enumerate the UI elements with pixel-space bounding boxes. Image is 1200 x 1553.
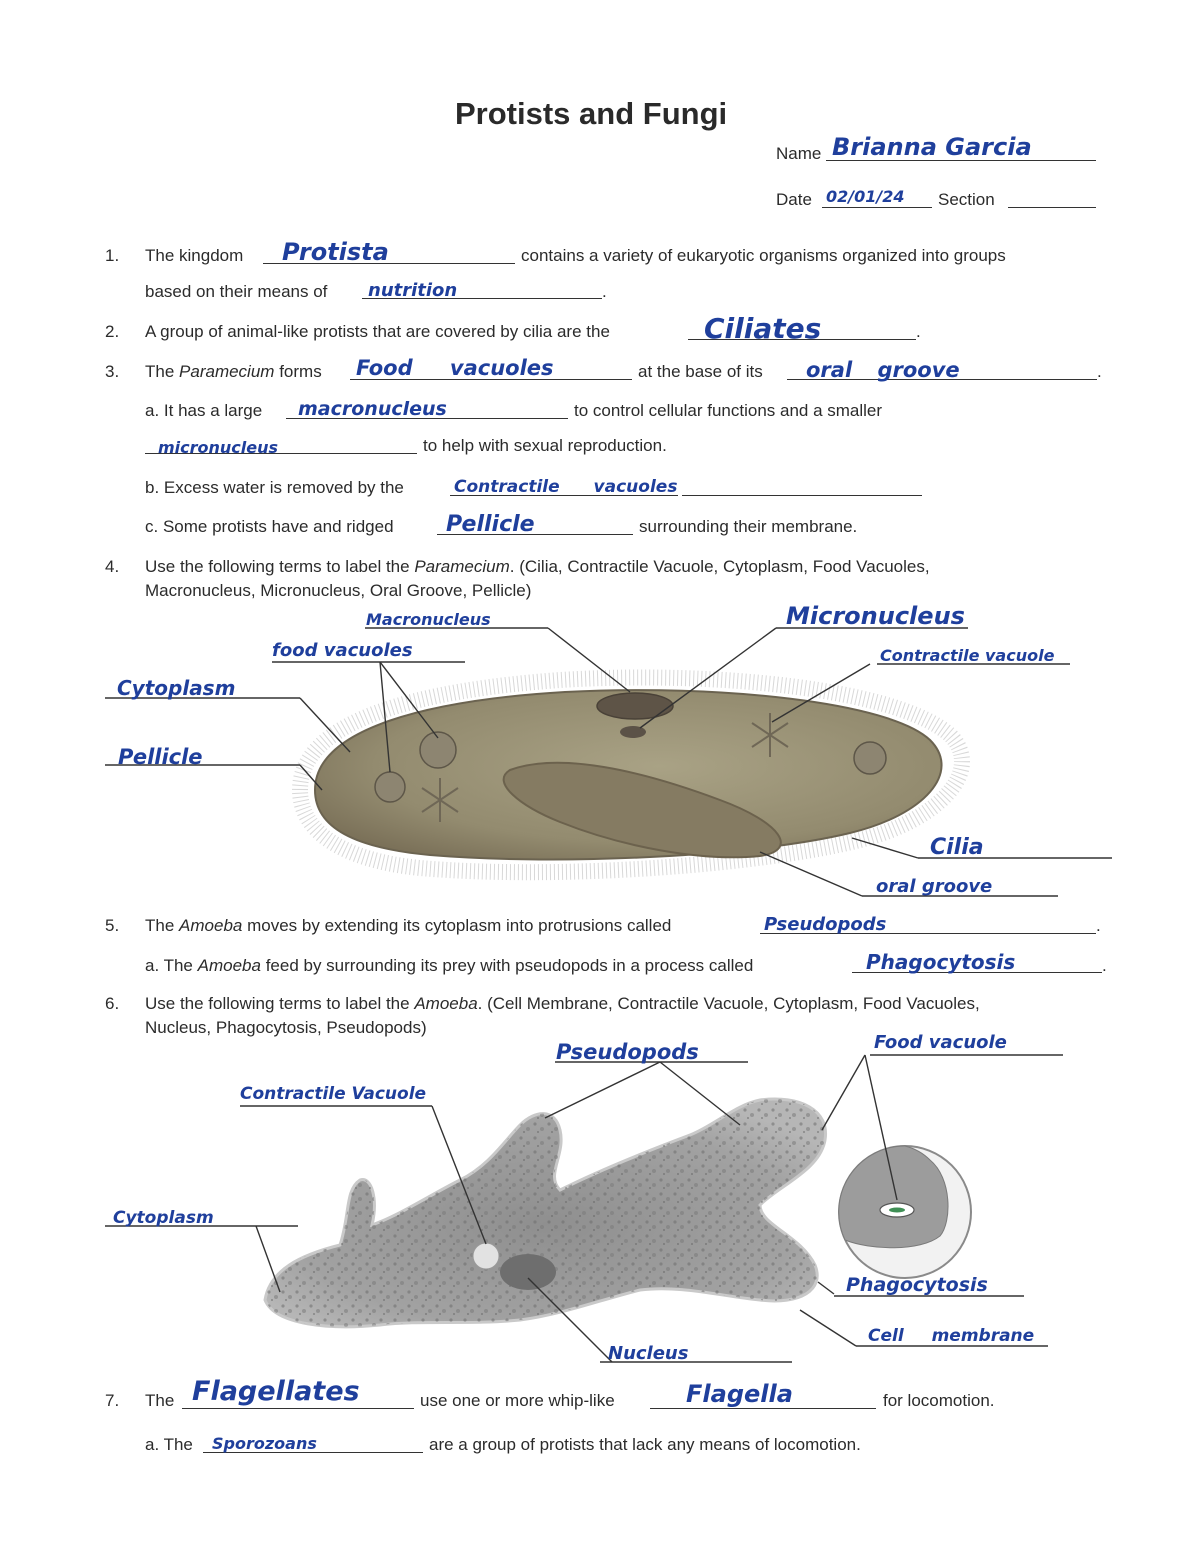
q4-number: 4. [105, 557, 120, 576]
q7-blank-1 [182, 1408, 414, 1409]
label-oral-groove: oral groove [876, 876, 993, 897]
macronucleus-shape [597, 693, 673, 719]
amoeba-contractile-vacuole-shape [473, 1243, 499, 1269]
q2-answer: Ciliates [704, 312, 822, 345]
q3a-answer-1: macronucleus [298, 398, 447, 420]
q7a-pre: a. The [145, 1435, 193, 1454]
q5-end: . [1096, 916, 1101, 935]
label-amoeba-contractile-vacuole: Contractile Vacuole [240, 1084, 427, 1104]
q3c-answer: Pellicle [446, 512, 535, 537]
q5-answer: Pseudopods [764, 914, 887, 935]
q7-end: for locomotion. [883, 1391, 995, 1410]
label-pseudopods: Pseudopods [556, 1040, 699, 1064]
label-food-vacuole: Food vacuole [874, 1032, 1007, 1053]
q3a-text-pre: a. It has a large [145, 401, 263, 420]
q3-end: . [1097, 362, 1102, 381]
amoeba-nucleus-shape [500, 1254, 556, 1290]
label-micronucleus: Micronucleus [786, 602, 965, 630]
q5a-text [145, 956, 753, 976]
q4-text-line1 [145, 557, 930, 577]
q5-mid: moves by extending its cytoplasm into protrusions called [247, 916, 672, 935]
q5-number: 5. [105, 916, 120, 935]
q2-text: A group of animal-like protists that are covered by cilia are the [145, 322, 610, 341]
date-label: Date [776, 190, 812, 209]
q5-organism: Amoeba [179, 916, 243, 935]
q5a-mid: feed by surrounding its prey with pseudopods in a process called [265, 956, 754, 975]
q3-text-mid: at the base of its [638, 362, 763, 381]
date-line [822, 207, 932, 208]
q7a-answer: Sporozoans [212, 1434, 317, 1453]
micronucleus-shape [620, 726, 646, 738]
q5a-answer: Phagocytosis [866, 950, 1016, 974]
q1-end: . [602, 282, 607, 301]
q5a-pre: a. The [145, 956, 193, 975]
food-vacuole-shape [375, 772, 405, 802]
q5a-end: . [1102, 956, 1107, 975]
q7a-end: are a group of protists that lack any means of locomotion. [429, 1435, 861, 1454]
q4-terms-1: . (Cilia, Contractile Vacuole, Cytoplasm, Food Vacuoles, [509, 557, 930, 576]
section-line [1008, 207, 1096, 208]
q3-text-pre [145, 362, 322, 382]
q3a-text-mid: to control cellular functions and a smaller [574, 401, 883, 420]
name-label: Name [776, 144, 822, 163]
q5-text [145, 916, 671, 936]
q7-blank-2 [650, 1408, 876, 1409]
q2-end: . [916, 322, 921, 341]
label-cytoplasm: Cytoplasm [117, 676, 236, 700]
phagocytosis-cell-edge [839, 1146, 948, 1248]
q6-pre: Use the following terms to label the [145, 994, 410, 1013]
q4-organism: Paramecium [414, 557, 510, 576]
q7-number: 7. [105, 1391, 120, 1410]
q6-terms-1: . (Cell Membrane, Contractile Vacuole, Cytoplasm, Food Vacuoles, [477, 994, 980, 1013]
section-label: Section [938, 190, 995, 209]
q3a-end: to help with sexual reproduction. [423, 436, 667, 455]
q3-number: 3. [105, 362, 120, 381]
q5a-organism: Amoeba [197, 956, 261, 975]
food-vacuole-shape [854, 742, 886, 774]
date-value: 02/01/24 [826, 187, 905, 206]
q3b-text: b. Excess water is removed by the [145, 478, 404, 497]
q7-mid: use one or more whip-like [420, 1391, 615, 1410]
q6-number: 6. [105, 994, 120, 1013]
q5-pre: The [145, 916, 175, 935]
label-nucleus: Nucleus [608, 1343, 689, 1364]
q1-text-mid: contains a variety of eukaryotic organisms organized into groups [521, 246, 1006, 265]
label-cell-membrane: Cell membrane [868, 1326, 1035, 1346]
q2-number: 2. [105, 322, 120, 341]
label-pellicle: Pellicle [118, 745, 203, 769]
q3-organism: Paramecium [179, 362, 275, 381]
q3b-answer: Contractile vacuoles [454, 477, 678, 497]
q1-text-line2: based on their means of [145, 282, 328, 301]
q4-terms-2: Macronucleus, Micronucleus, Oral Groove, Pellicle) [145, 581, 532, 600]
q3a-answer-2: micronucleus [158, 438, 279, 457]
q3c-end: surrounding their membrane. [639, 517, 858, 536]
q7-answer-2: Flagella [686, 1380, 793, 1408]
label-phagocytosis: Phagocytosis [846, 1274, 988, 1296]
q6-terms-2: Nucleus, Phagocytosis, Pseudopods) [145, 1018, 427, 1037]
q7-answer-1: Flagellates [192, 1376, 360, 1407]
q1-number: 1. [105, 246, 120, 265]
name-value: Brianna Garcia [832, 133, 1032, 161]
q1-answer-2: nutrition [368, 280, 458, 301]
q3b-blank-2 [682, 495, 922, 496]
label-cilia: Cilia [930, 835, 984, 860]
label-contractile-vacuole: Contractile vacuole [880, 646, 1055, 665]
q7-pre: The [145, 1391, 175, 1410]
q4-pre: Use the following terms to label the [145, 557, 410, 576]
q3-the: The [145, 362, 175, 381]
label-amoeba-cytoplasm: Cytoplasm [113, 1208, 214, 1228]
q3-answer-1: Food vacuoles [356, 356, 554, 380]
q3-answer-2: oral groove [806, 358, 960, 382]
q6-organism: Amoeba [414, 994, 478, 1013]
label-food-vacuoles: food vacuoles [272, 640, 413, 661]
amoeba-granules [265, 1099, 826, 1327]
q3c-text: c. Some protists have and ridged [145, 517, 394, 536]
q6-text-line1 [145, 994, 980, 1014]
label-macronucleus: Macronucleus [366, 610, 491, 629]
q3-forms: forms [279, 362, 322, 381]
page-title: Protists and Fungi [455, 96, 728, 131]
q1-text-pre: The kingdom [145, 246, 244, 265]
q1-answer-1: Protista [282, 238, 389, 266]
